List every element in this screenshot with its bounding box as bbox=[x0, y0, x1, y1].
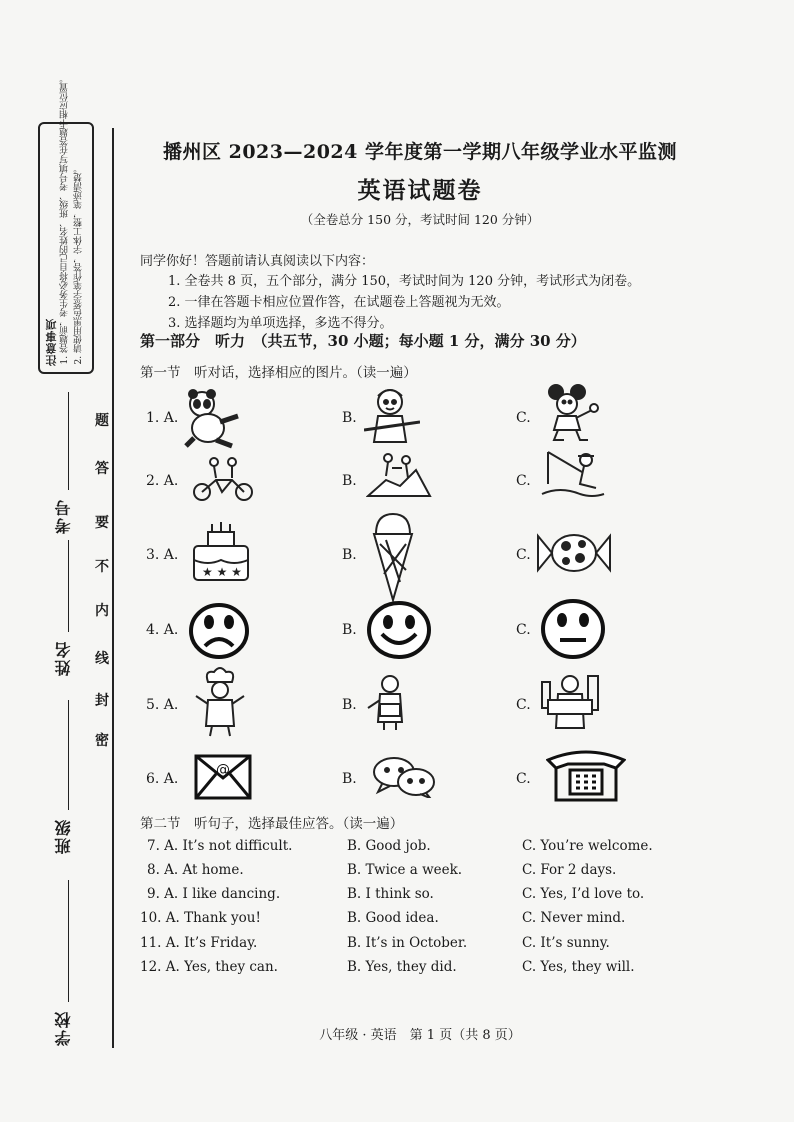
option-c-label: C. bbox=[516, 771, 531, 787]
name-label: 姓名 bbox=[54, 640, 73, 676]
fishing-icon[interactable] bbox=[540, 450, 606, 502]
seal-word: 要 bbox=[95, 515, 109, 531]
notice-box bbox=[38, 73, 94, 374]
seal-word: 题 bbox=[95, 413, 109, 429]
section-2-heading: 第二节 听句子，选择最佳应答。（读一遍） bbox=[140, 816, 404, 832]
option-b-label: B. bbox=[342, 547, 357, 563]
email-icon[interactable] bbox=[194, 754, 252, 800]
seal-word: 答 bbox=[95, 461, 109, 477]
option-c-label: C. bbox=[516, 410, 531, 426]
question-2-label: 2. A. bbox=[146, 473, 179, 489]
question-3-label: 3. A. bbox=[146, 547, 179, 563]
question-11-option-b[interactable]: B. It’s in October. bbox=[347, 935, 468, 951]
seal-word: 不 bbox=[95, 559, 109, 575]
architect-icon[interactable] bbox=[540, 672, 602, 730]
question-10-option-c[interactable]: C. Never mind. bbox=[522, 910, 626, 926]
telephone-icon[interactable] bbox=[546, 748, 626, 804]
question-8-option-a[interactable]: 8. A. At home. bbox=[147, 862, 244, 878]
monkey-king-icon[interactable] bbox=[364, 386, 420, 448]
binding-line bbox=[112, 128, 114, 1048]
birthday-cake-icon[interactable] bbox=[188, 520, 254, 586]
chat-bubbles-icon[interactable] bbox=[372, 756, 436, 798]
intro-greeting: 同学你好！答题前请认真阅读以下内容： bbox=[140, 254, 375, 269]
cycling-icon[interactable] bbox=[192, 456, 254, 502]
question-11-option-a[interactable]: 11. A. It’s Friday. bbox=[140, 935, 258, 951]
question-6-label: 6. A. bbox=[146, 771, 179, 787]
notice-line-2: 2. 请使用黑色签字笔作答，字体工整，笔迹清楚。 bbox=[74, 163, 84, 364]
option-b-label: B. bbox=[342, 622, 357, 638]
chef-icon[interactable] bbox=[194, 666, 246, 738]
class-blank[interactable] bbox=[68, 700, 69, 810]
school-label: 学校 bbox=[54, 1010, 73, 1046]
school-blank[interactable] bbox=[68, 880, 69, 1002]
question-12-option-b[interactable]: B. Yes, they did. bbox=[347, 959, 457, 975]
exam-title: 播州区 2023—2024 学年度第一学期八年级学业水平监测 bbox=[163, 141, 677, 163]
notice-title: 注意事项 bbox=[45, 318, 58, 366]
question-4-label: 4. A. bbox=[146, 622, 179, 638]
question-8-option-b[interactable]: B. Twice a week. bbox=[347, 862, 463, 878]
option-c-label: C. bbox=[516, 473, 531, 489]
part-1-heading: 第一部分 听力 （共五节，30 小题；每小题 1 分，满分 30 分） bbox=[140, 332, 586, 350]
exam-subtitle: 英语试题卷 bbox=[357, 177, 483, 204]
seal-word: 封 bbox=[95, 693, 109, 709]
svg-text:@: @ bbox=[216, 762, 230, 778]
question-10-option-a[interactable]: 10. A. Thank you! bbox=[140, 910, 261, 926]
question-8-option-c[interactable]: C. For 2 days. bbox=[522, 862, 617, 878]
question-10-option-b[interactable]: B. Good idea. bbox=[347, 910, 439, 926]
option-c-label: C. bbox=[516, 547, 531, 563]
neutral-face-icon[interactable] bbox=[540, 598, 606, 660]
climbing-icon[interactable] bbox=[366, 450, 432, 498]
question-11-option-c[interactable]: C. It’s sunny. bbox=[522, 935, 610, 951]
option-b-label: B. bbox=[342, 473, 357, 489]
candy-icon[interactable] bbox=[536, 530, 612, 576]
question-12-option-c[interactable]: C. Yes, they will. bbox=[522, 959, 635, 975]
question-12-option-a[interactable]: 12. A. Yes, they can. bbox=[140, 959, 278, 975]
question-9-option-a[interactable]: 9. A. I like dancing. bbox=[147, 886, 281, 902]
question-9-option-c[interactable]: C. Yes, I’d love to. bbox=[522, 886, 645, 902]
question-5-label: 5. A. bbox=[146, 697, 179, 713]
option-b-label: B. bbox=[342, 697, 357, 713]
sad-face-icon[interactable] bbox=[188, 602, 250, 660]
exam-no-label: 考号 bbox=[54, 498, 73, 534]
seal-word: 密 bbox=[95, 733, 109, 749]
section-1-heading: 第一节 听对话，选择相应的图片。（读一遍） bbox=[140, 365, 417, 381]
teacher-icon[interactable] bbox=[366, 674, 412, 730]
name-blank[interactable] bbox=[68, 540, 69, 632]
exam-no-blank[interactable] bbox=[68, 392, 69, 490]
smiling-face-icon[interactable] bbox=[366, 600, 432, 660]
mickey-mouse-icon[interactable] bbox=[542, 384, 600, 444]
question-7-option-a[interactable]: 7. A. It’s not difficult. bbox=[147, 838, 293, 854]
svg-text:★ ★ ★: ★ ★ ★ bbox=[202, 565, 242, 579]
kung-fu-panda-icon[interactable] bbox=[180, 386, 244, 450]
option-c-label: C. bbox=[516, 697, 531, 713]
exam-score-note: （全卷总分 150 分，考试时间 120 分钟） bbox=[300, 212, 540, 227]
class-label: 班级 bbox=[54, 818, 73, 854]
question-7-option-c[interactable]: C. You’re welcome. bbox=[522, 838, 653, 854]
question-1-label: 1. A. bbox=[146, 410, 179, 426]
page-footer: 八年级 · 英语 第 1 页（共 8 页） bbox=[319, 1028, 521, 1043]
seal-word: 线 bbox=[95, 651, 109, 667]
rule-item: 3. 选择题均为单项选择，多选不得分。 bbox=[168, 316, 393, 331]
rule-item: 2. 一律在答题卡相应位置作答，在试题卷上答题视为无效。 bbox=[168, 295, 510, 310]
question-9-option-b[interactable]: B. I think so. bbox=[347, 886, 434, 902]
question-7-option-b[interactable]: B. Good job. bbox=[347, 838, 431, 854]
option-b-label: B. bbox=[342, 771, 357, 787]
seal-word: 内 bbox=[95, 603, 109, 619]
option-b-label: B. bbox=[342, 410, 357, 426]
ice-cream-icon[interactable] bbox=[370, 512, 416, 602]
option-c-label: C. bbox=[516, 622, 531, 638]
notice-line-1: 1. 答题前，考生务必将自己的姓名、班级、考号填写在答题卡相应位置。 bbox=[60, 73, 70, 364]
rule-item: 1. 全卷共 8 页，五个部分，满分 150，考试时间为 120 分钟，考试形式为闭卷。 bbox=[168, 274, 641, 289]
